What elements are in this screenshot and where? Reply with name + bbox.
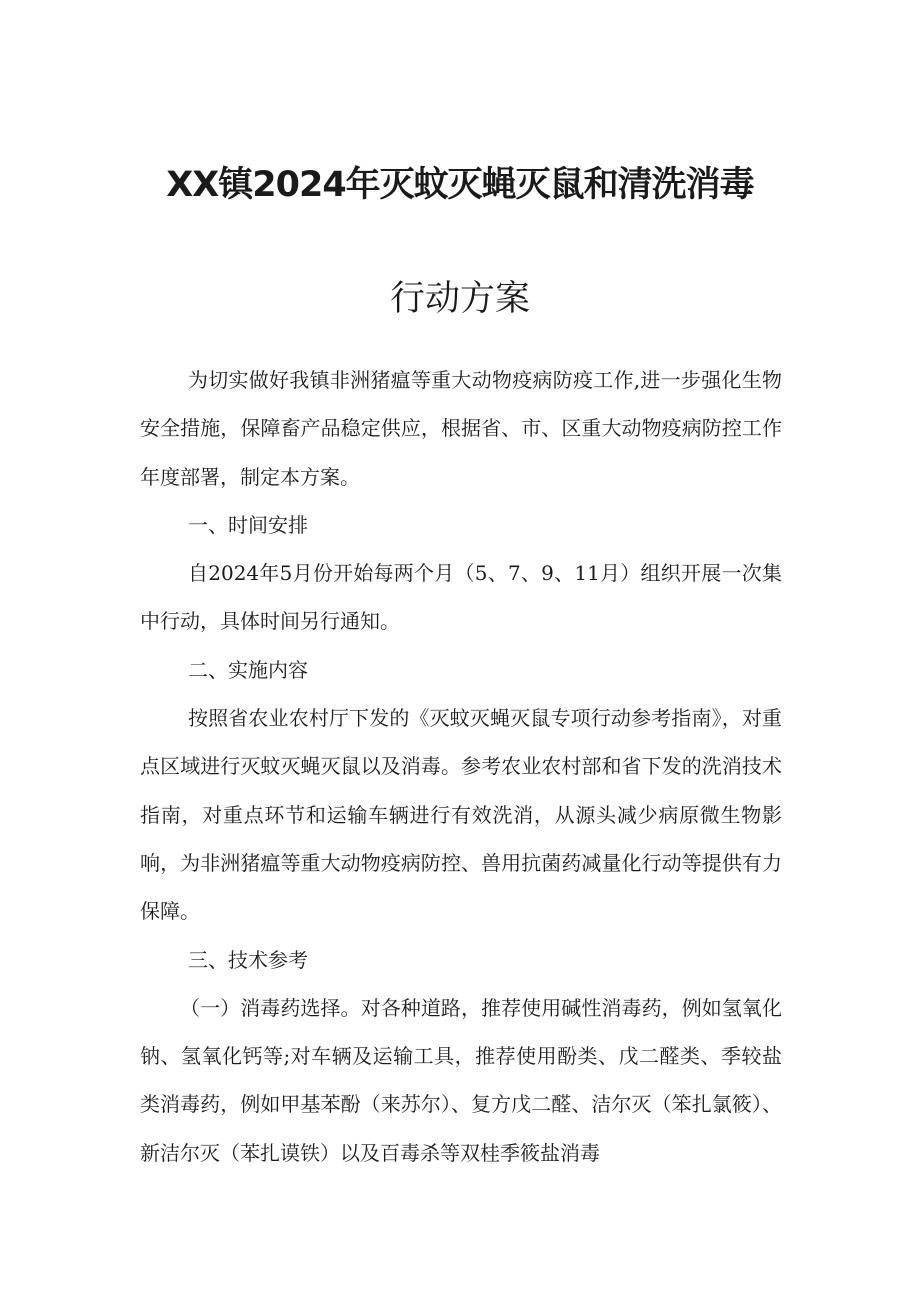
section-heading-content: 二、实施内容 <box>188 657 308 682</box>
document-title-line-1: XX镇2024年灭蚊灭蝇灭鼠和清洗消毒 <box>166 165 754 205</box>
document-title-line-2: 行动方案 <box>389 279 530 319</box>
section-heading-schedule: 一、时间安排 <box>188 512 308 537</box>
intro-paragraph: 为切实做好我镇非洲猪瘟等重大动物疫病防疫工作,进一步强化生物安全措施，保障畜产品稳定供应，根据省、市、区重大动物疫病防控工作年度部署，制定本方案。 <box>140 368 782 489</box>
document-body <box>140 356 782 1177</box>
section-heading-technical: 三、技术参考 <box>188 947 308 972</box>
schedule-paragraph: 自2024年5月份开始每两个月（5、7、9、11月）组织开展一次集中行动，具体时间另行通知。 <box>140 561 782 634</box>
disinfectant-paragraph: （一）消毒药选择。对各种道路，推荐使用碱性消毒药，例如氢氧化钠、氢氧化钙等;对车辆及运输工具，推荐使用酚类、戊二醛类、季较盐类消毒药，例如甲基苯酚（来苏尔）、复方戊二醛、洁尔灭（笨扎氯筱）、新洁尔灭（苯扎谟铁）以及百毒杀等双桂季筱盐消毒 <box>140 995 782 1165</box>
content-paragraph: 按照省农业农村厅下发的《灭蚊灭蝇灭鼠专项行动参考指南》，对重点区域进行灭蚊灭蝇灭鼠以及消毒。参考农业农村部和省下发的洗消技术指南，对重点环节和运输车辆进行有效洗消，从源头减少病原微生物影响，为非洲猪瘟等重大动物疫病防控、兽用抗菌药减量化行动等提供有力保障。 <box>140 706 782 924</box>
